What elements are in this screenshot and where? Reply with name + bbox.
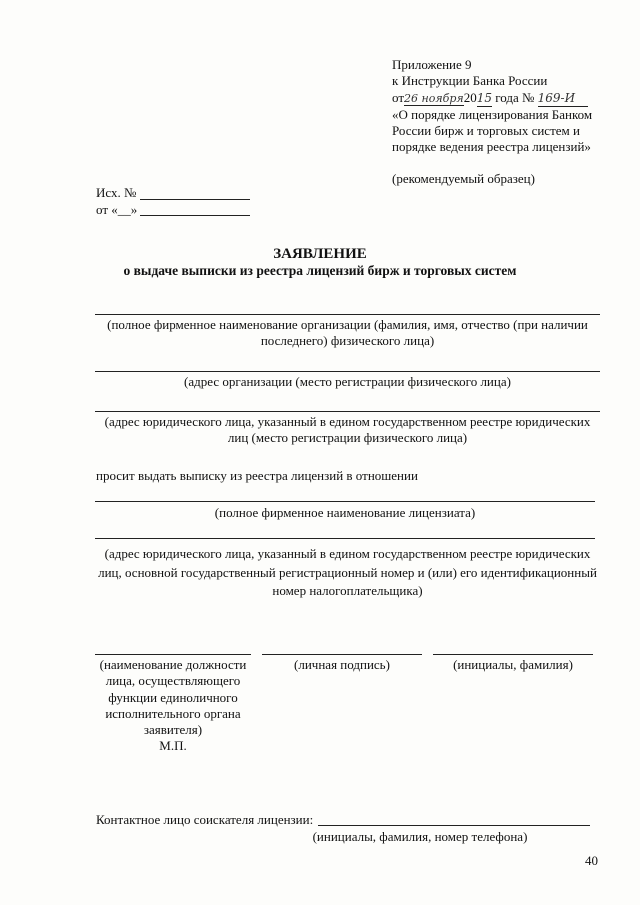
legal-address-caption-2: лиц (место регистрации физического лица)	[227, 430, 468, 445]
document-subtitle: о выдаче выписки из реестра лицензий бирж и торговых систем	[123, 263, 517, 278]
legal-address-caption-1: (адрес юридического лица, указанный в едином государственном реестре юридических	[104, 414, 591, 429]
position-line[interactable]	[95, 654, 251, 655]
org-name-line[interactable]	[95, 314, 600, 315]
org-address-caption: (адрес организации (место регистрации физического лица)	[184, 374, 511, 389]
recommended-sample: (рекомендуемый образец)	[392, 171, 535, 186]
licensee-name-caption: (полное фирменное наименование лицензиата)	[214, 505, 476, 520]
legal-address-line[interactable]	[95, 411, 600, 412]
position-caption: (наименование должности лица, осуществляющего функции единоличного исполнительного органа заявителя) М.П.	[88, 657, 258, 755]
outgoing-date-label: от «__»	[96, 202, 138, 217]
outgoing-number-label: Исх. №	[96, 185, 137, 200]
licensee-address-caption-1: (адрес юридического лица, указанный в едином государственном реестре юридических	[104, 546, 591, 561]
outgoing-number-line[interactable]	[140, 199, 250, 200]
appendix-number: Приложение 9	[392, 57, 472, 72]
org-name-caption-1: (полное фирменное наименование организации (фамилия, имя, отчество (при наличии	[107, 317, 588, 332]
appendix-instruction: к Инструкции Банка России	[392, 73, 548, 89]
outgoing-date-line[interactable]	[140, 215, 250, 216]
document-title: ЗАЯВЛЕНИЕ	[273, 246, 367, 262]
handwritten-number: 169-И	[538, 91, 588, 107]
licensee-address-caption-2: лиц, основной государственный регистрационный номер и (или) его идентификационный	[98, 565, 597, 580]
appendix-title-3: порядке ведения реестра лицензий»	[392, 139, 591, 154]
licensee-name-line[interactable]	[95, 501, 595, 502]
stamp-mark: М.П.	[159, 738, 187, 754]
org-address-line[interactable]	[95, 371, 600, 372]
initials-line[interactable]	[433, 654, 593, 655]
request-text: просит выдать выписку из реестра лицензий в отношении	[96, 468, 418, 483]
handwritten-year: 15	[476, 90, 492, 105]
signature-caption: (личная подпись)	[294, 657, 390, 672]
page-number: 40	[585, 853, 598, 868]
contact-caption: (инициалы, фамилия, номер телефона)	[312, 829, 528, 844]
appendix-title-2: России бирж и торговых систем и	[392, 122, 580, 138]
initials-caption: (инициалы, фамилия)	[453, 657, 573, 672]
org-name-caption-2: последнего) физического лица)	[260, 333, 435, 348]
appendix-title-1: «О порядке лицензирования Банком	[392, 106, 593, 122]
contact-line[interactable]	[318, 825, 590, 826]
contact-label: Контактное лицо соискателя лицензии:	[96, 812, 314, 827]
appendix-block	[392, 57, 632, 155]
signature-line[interactable]	[262, 654, 422, 655]
handwritten-date: 26 ноября	[404, 91, 464, 105]
licensee-address-caption-3: номер налогоплательщика)	[272, 583, 423, 598]
licensee-address-line[interactable]	[95, 538, 595, 539]
appendix-date-line: от26 ноября2015 года № 169-И	[392, 90, 632, 107]
